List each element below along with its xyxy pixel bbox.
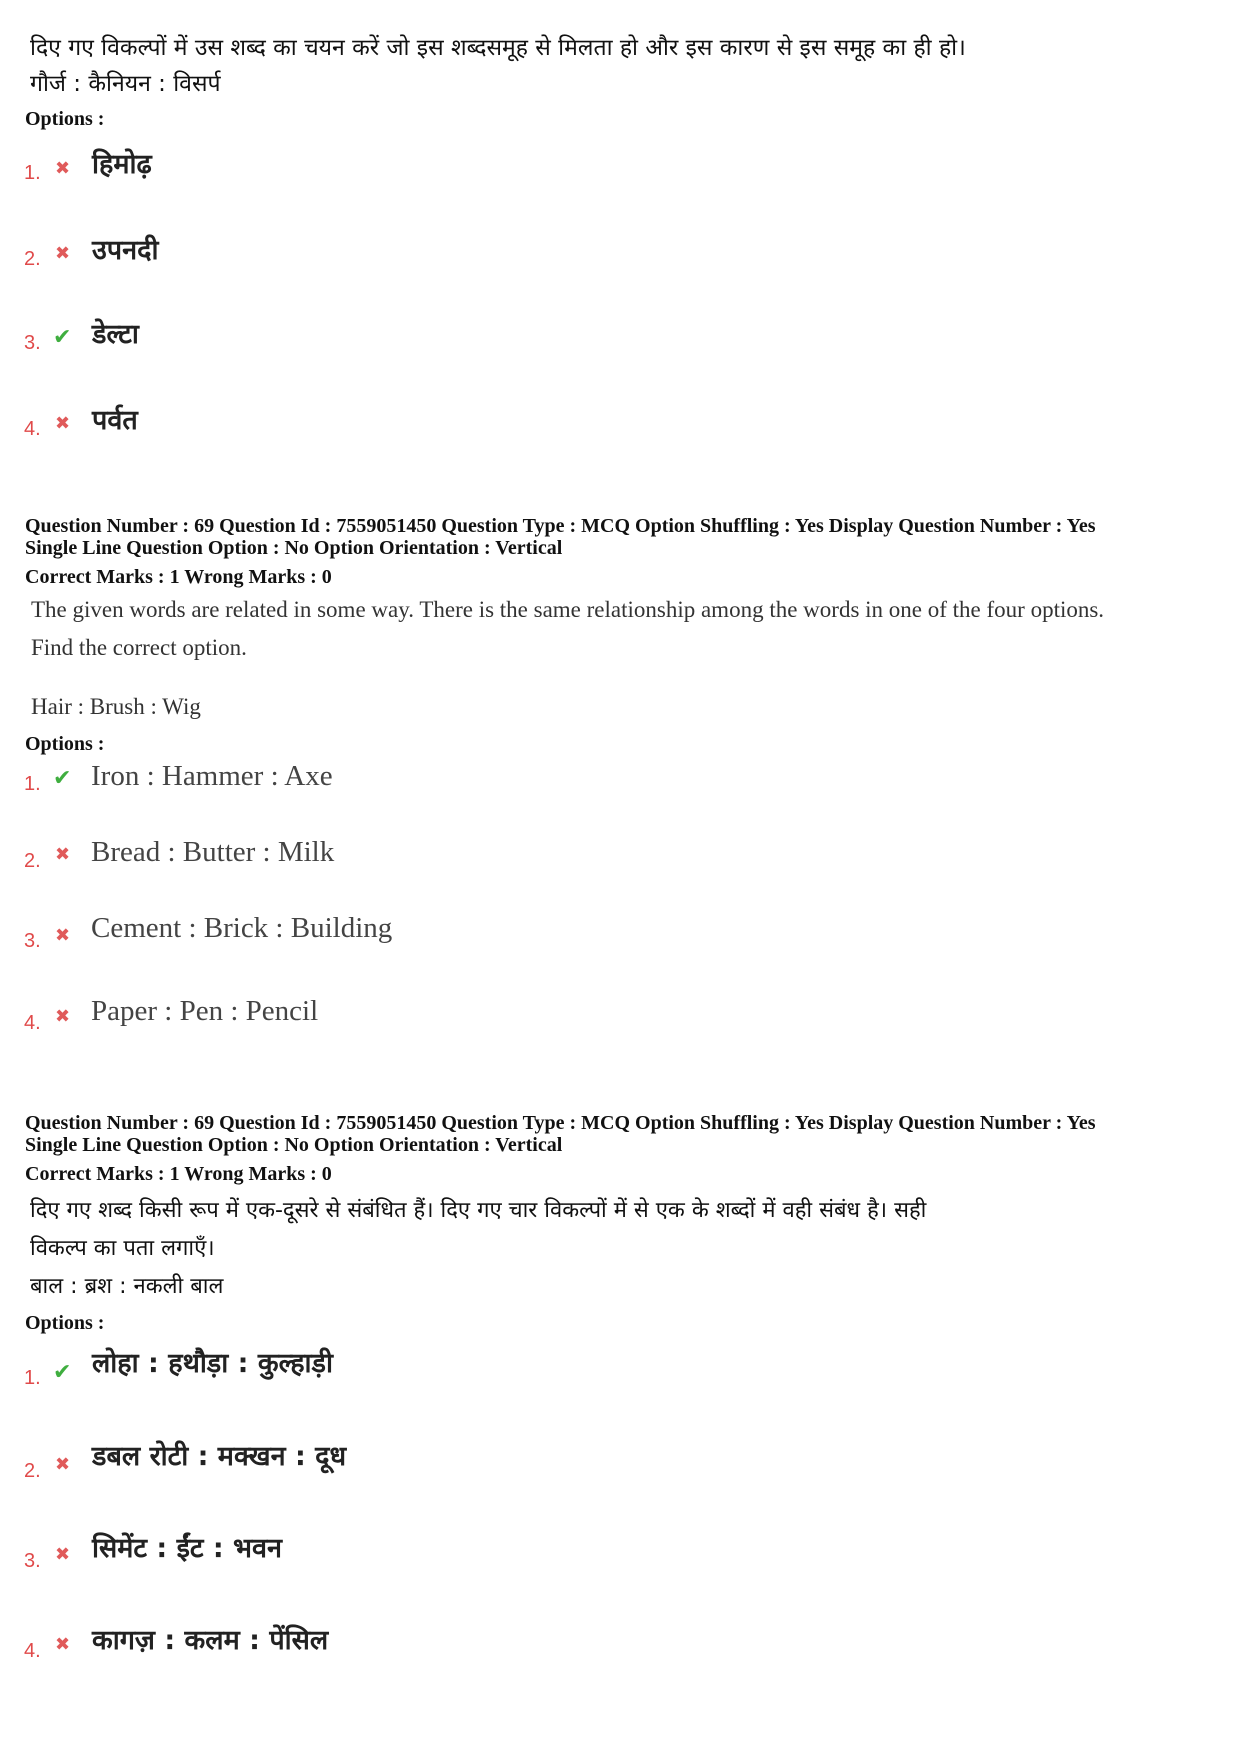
option-number: 2.	[24, 248, 41, 270]
q68-options-label: Options :	[25, 108, 105, 130]
q69-hi-marks-line: Correct Marks : 1 Wrong Marks : 0	[25, 1163, 332, 1185]
option-text: डेल्टा	[92, 319, 139, 350]
option-number: 1.	[24, 773, 41, 795]
option-text: Iron : Hammer : Axe	[91, 760, 333, 792]
q68-question-line2: गौर्ज : कैनियन : विसर्प	[30, 71, 221, 97]
option-text: लोहा : हथौड़ा : कुल्हाड़ी	[92, 1348, 333, 1379]
correct-check-icon: ✔	[53, 325, 72, 350]
wrong-cross-icon: ✖	[55, 925, 71, 946]
wrong-cross-icon: ✖	[55, 158, 71, 179]
correct-check-icon: ✔	[53, 1360, 72, 1385]
q69-en-marks-line: Correct Marks : 1 Wrong Marks : 0	[25, 566, 332, 588]
option-text: पर्वत	[92, 405, 138, 436]
wrong-cross-icon: ✖	[55, 243, 71, 264]
q69-hi-question-line3: बाल : ब्रश : नकली बाल	[30, 1274, 224, 1299]
option-number: 1.	[24, 162, 41, 184]
option-text: Cement : Brick : Building	[91, 912, 393, 944]
option-number: 3.	[24, 332, 41, 354]
option-text: उपनदी	[92, 235, 159, 266]
q69-en-options-label: Options :	[25, 733, 105, 755]
option-text: कागज़ : कलम : पेंसिल	[92, 1625, 329, 1656]
option-text: सिमेंट : ईंट : भवन	[92, 1533, 283, 1564]
wrong-cross-icon: ✖	[55, 1454, 71, 1475]
option-number: 2.	[24, 850, 41, 872]
option-text: डबल रोटी : मक्खन : दूध	[92, 1441, 347, 1472]
option-number: 1.	[24, 1367, 41, 1389]
wrong-cross-icon: ✖	[55, 844, 71, 865]
q69-hi-question-line1: दिए गए शब्द किसी रूप में एक-दूसरे से संबंधित हैं। दिए गए चार विकल्पों में से एक के शब्दों में वही संबंध है। सही	[30, 1198, 927, 1223]
option-number: 4.	[24, 1012, 41, 1034]
q68-question-line1: दिए गए विकल्पों में उस शब्द का चयन करें जो इस शब्दसमूह से मिलता हो और इस कारण से इस समूह का ही हो।	[30, 35, 966, 61]
option-number: 3.	[24, 930, 41, 952]
q69-hi-options-label: Options :	[25, 1312, 105, 1334]
wrong-cross-icon: ✖	[55, 413, 71, 434]
q69-en-meta-line2: Single Line Question Option : No Option Orientation : Vertical	[25, 537, 563, 559]
correct-check-icon: ✔	[53, 766, 72, 791]
option-text: हिमोढ़	[92, 149, 152, 180]
option-number: 2.	[24, 1460, 41, 1482]
q69-en-question-line2: Find the correct option.	[31, 635, 247, 660]
wrong-cross-icon: ✖	[55, 1006, 71, 1027]
option-text: Bread : Butter : Milk	[91, 836, 335, 868]
option-number: 3.	[24, 1550, 41, 1572]
option-number: 4.	[24, 1640, 41, 1662]
q69-hi-meta-line2: Single Line Question Option : No Option Orientation : Vertical	[25, 1134, 563, 1156]
q69-hi-question-line2: विकल्प का पता लगाएँ।	[30, 1236, 215, 1261]
option-text: Paper : Pen : Pencil	[91, 995, 319, 1027]
wrong-cross-icon: ✖	[55, 1544, 71, 1565]
q69-hi-meta-line1: Question Number : 69 Question Id : 7559051450 Question Type : MCQ Option Shuffling : Yes Display Question Number : Yes	[25, 1112, 1096, 1134]
wrong-cross-icon: ✖	[55, 1634, 71, 1655]
option-number: 4.	[24, 418, 41, 440]
q69-en-question-line1: The given words are related in some way. There is the same relationship among the words in one of the four options.	[31, 597, 1105, 622]
q69-en-question-line3: Hair : Brush : Wig	[31, 694, 201, 719]
q69-en-meta-line1: Question Number : 69 Question Id : 7559051450 Question Type : MCQ Option Shuffling : Yes Display Question Number : Yes	[25, 515, 1096, 537]
